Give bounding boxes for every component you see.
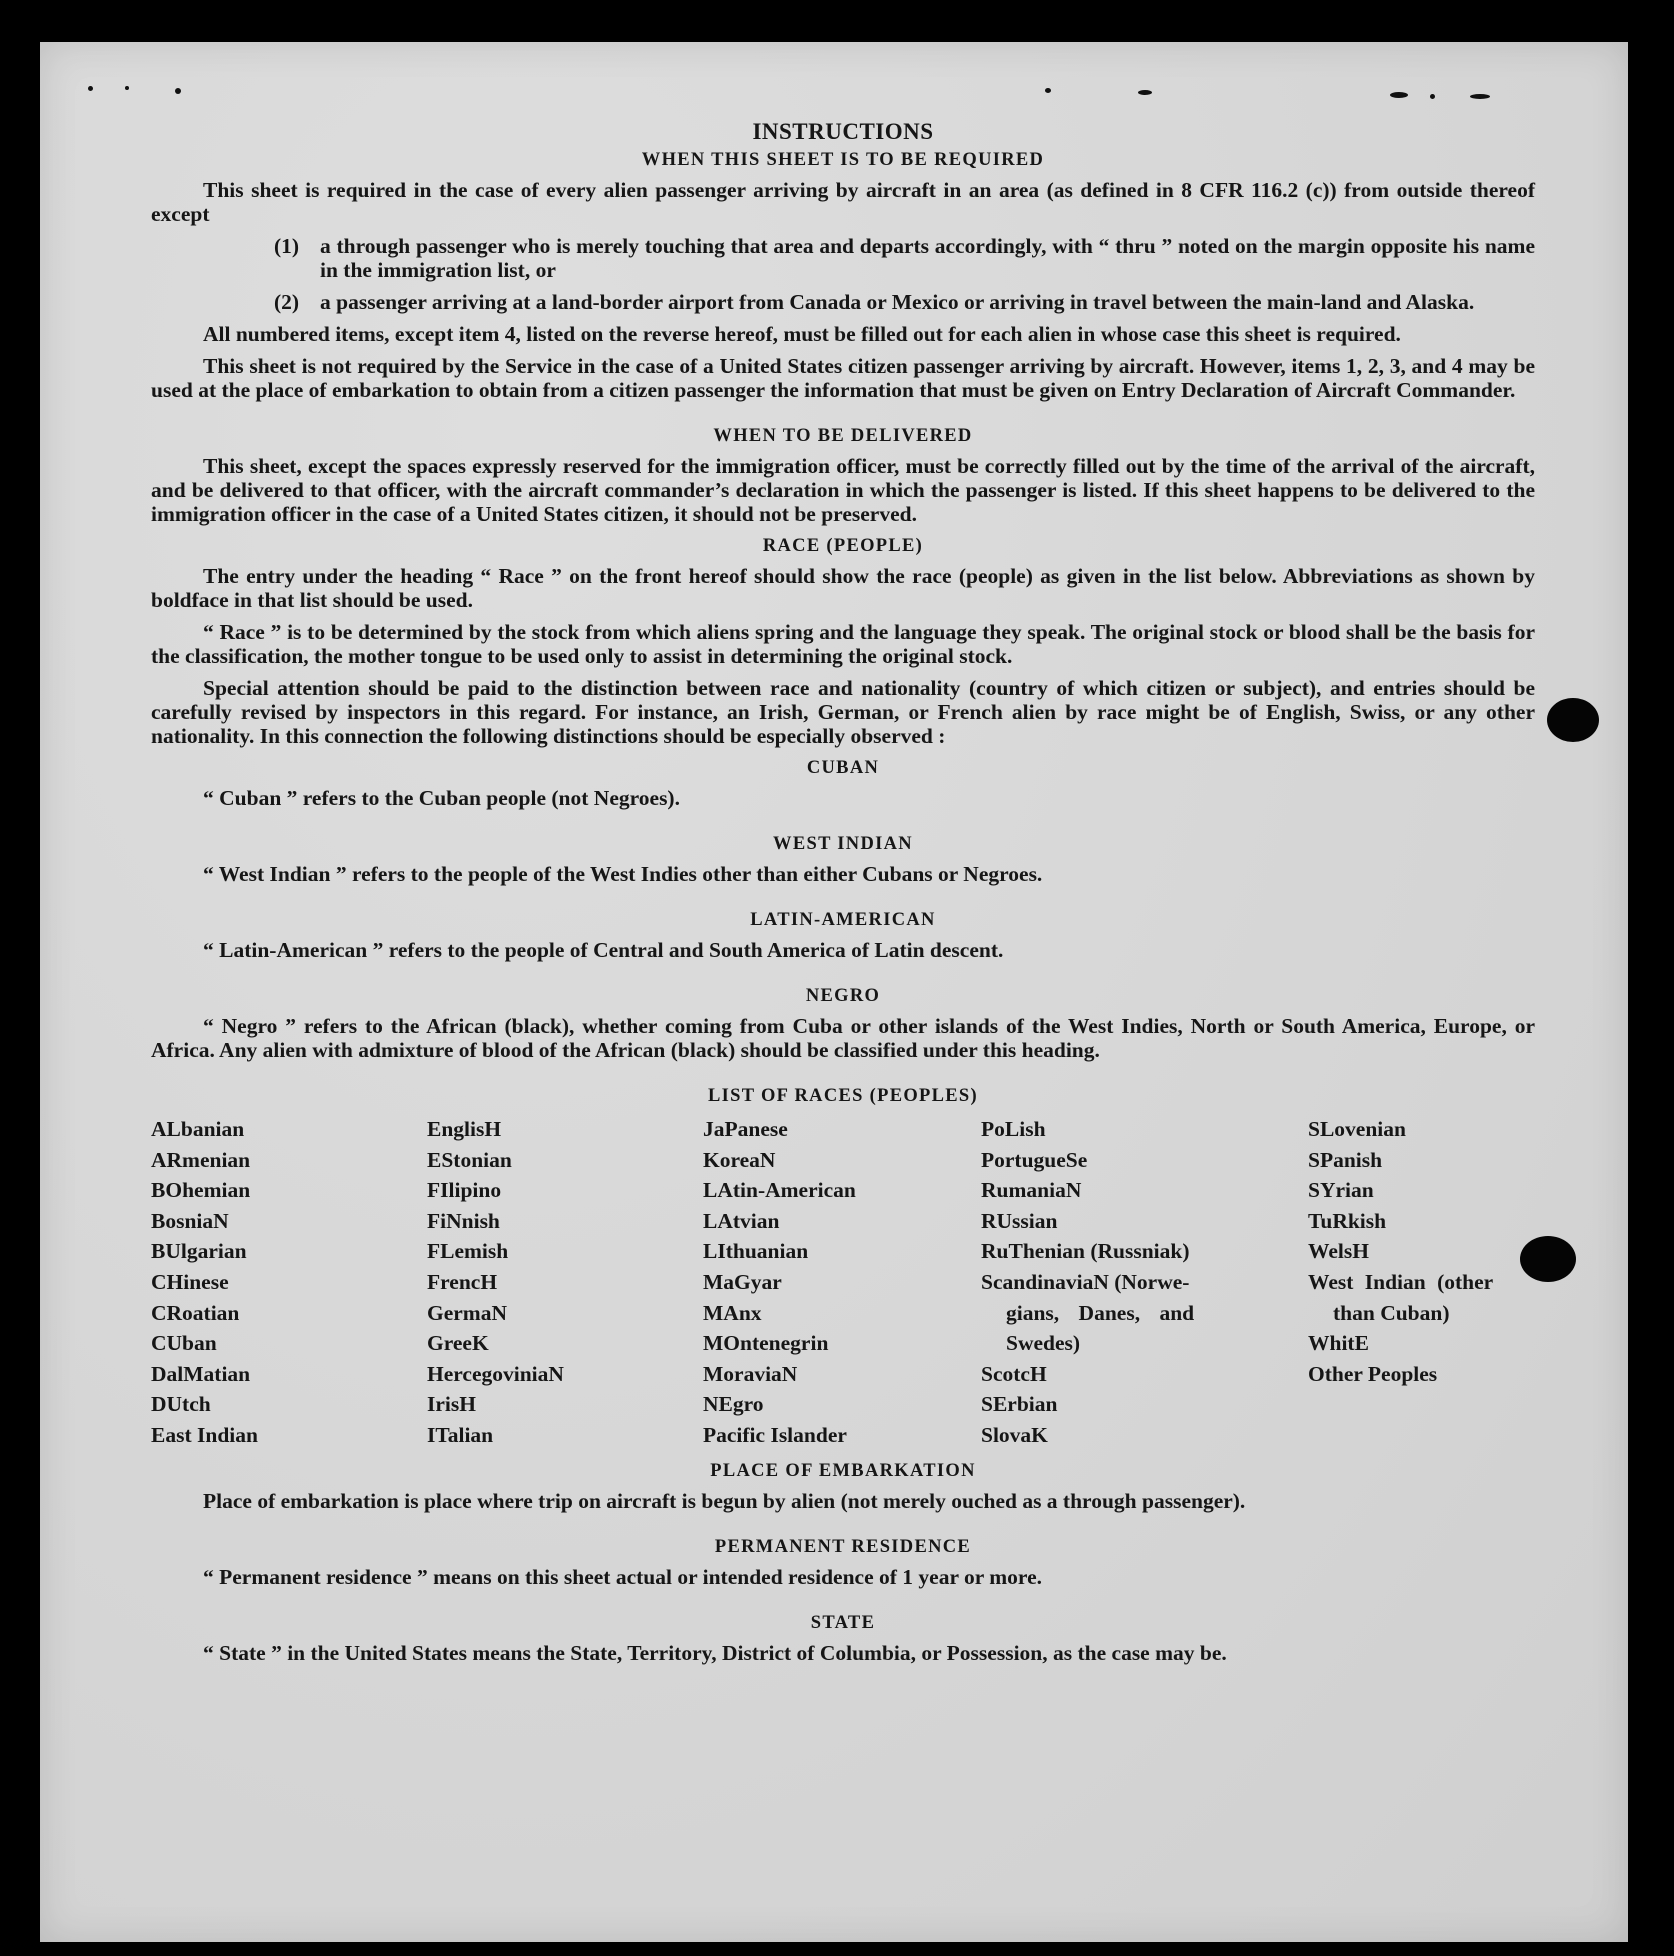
ink-speck xyxy=(1430,94,1435,99)
race-entry: GermaN xyxy=(427,1300,507,1325)
race-entry: ScotcH xyxy=(981,1361,1047,1386)
instructions-content xyxy=(151,120,1535,1665)
race-entry: Pacific Islander xyxy=(703,1422,847,1447)
race-entry: JaPanese xyxy=(703,1117,788,1141)
race-entry: DUtch xyxy=(151,1392,211,1417)
ink-speck xyxy=(88,86,93,91)
race-entry: FiNnish xyxy=(427,1208,500,1233)
heading-when-required: WHEN THIS SHEET IS TO BE REQUIRED xyxy=(641,150,1045,170)
page-title: INSTRUCTIONS xyxy=(752,119,934,144)
heading-latin-american: LATIN-AMERICAN xyxy=(750,910,936,930)
document-sheet xyxy=(40,42,1628,1942)
paragraph: Place of embarkation is place where trip on aircraft is begun by alien (not merely ouched as a through passenger). xyxy=(203,1488,1246,1513)
ink-speck xyxy=(1138,90,1152,95)
race-entry: CHinese xyxy=(151,1269,229,1294)
ink-speck xyxy=(175,88,181,94)
race-entry: EnglisH xyxy=(427,1117,502,1141)
heading-cuban: CUBAN xyxy=(806,758,880,778)
ink-blot xyxy=(1547,698,1599,742)
paragraph: This sheet, except the spaces expressly reserved for the immigration officer, must be correctly filled out by the time of the arrival of the aircraft, and be delivered to that officer, with the aircraft commander’s declaration in which the passenger is listed. If this sheet happens to be delivered to the immigration officer in the case of a United States citizen, it should not be preserved. xyxy=(151,454,1535,526)
paragraph: This sheet is not required by the Service in the case of a United States citizen passenger arriving by aircraft. However, items 1, 2, 3, and 4 may be used at the place of embarkation to obtain from a citizen passenger the information that must be given on Entry Declaration of Aircraft Commander. xyxy=(151,354,1535,402)
races-column xyxy=(427,1114,703,1451)
race-entry: IrisH xyxy=(427,1392,476,1417)
paragraph: “ Permanent residence ” means on this sheet actual or intended residence of 1 year or more. xyxy=(203,1564,1042,1589)
race-entry: KoreaN xyxy=(703,1147,776,1172)
race-entry: SErbian xyxy=(981,1392,1058,1417)
heading-when-delivered: WHEN TO BE DELIVERED xyxy=(713,426,973,446)
race-entry: FIlipino xyxy=(427,1178,502,1203)
race-entry: RumaniaN xyxy=(981,1178,1082,1203)
ink-speck xyxy=(1390,92,1408,98)
race-entry: WhitE xyxy=(1308,1331,1369,1356)
race-entry-continued: gians, Danes, and xyxy=(1006,1300,1195,1325)
race-entry: FrencH xyxy=(427,1269,498,1294)
race-entry: Other Peoples xyxy=(1308,1361,1438,1386)
heading-permanent-residence: PERMANENT RESIDENCE xyxy=(714,1536,972,1557)
item-number: (2) xyxy=(274,290,300,314)
race-entry: RuThenian (Russniak) xyxy=(981,1239,1190,1264)
ink-speck xyxy=(1470,94,1490,99)
race-entry: SlovaK xyxy=(981,1422,1048,1447)
paragraph: Special attention should be paid to the distinction between race and nationality (country of which citizen or subject), and entries should be carefully revised by inspectors in this regard. For instance, an Irish, German, or French alien by race might be of English, Swiss, or any other nationality. In this connection the following distinctions should be especially observed : xyxy=(151,676,1535,748)
paragraph: “ Negro ” refers to the African (black), whether coming from Cuba or other islands of the West Indies, North or South America, Europe, or Africa. Any alien with admixture of blood of the African (black) should be classified under this heading. xyxy=(151,1014,1535,1062)
races-column xyxy=(703,1114,981,1451)
race-entry: NEgro xyxy=(703,1392,764,1417)
heading-state: STATE xyxy=(810,1612,876,1633)
heading-west-indian: WEST INDIAN xyxy=(773,834,913,854)
race-entry: ITalian xyxy=(427,1422,494,1447)
race-entry: LAtvian xyxy=(703,1208,780,1233)
race-entry: East Indian xyxy=(151,1422,258,1447)
list-item xyxy=(274,290,1535,314)
paragraph: The entry under the heading “ Race ” on the front hereof should show the race (people) as given in the list below. Abbreviations as shown by boldface in that list should be used. xyxy=(151,564,1535,612)
paragraph: “ Race ” is to be determined by the stock from which aliens spring and the language they speak. The original stock or blood shall be the basis for the classification, the mother tongue to be used only to assist in determining the original stock. xyxy=(151,620,1535,668)
races-table xyxy=(151,1114,1535,1451)
race-entry: BUlgarian xyxy=(151,1239,247,1264)
race-entry-continued: than Cuban) xyxy=(1333,1300,1450,1325)
paragraph: This sheet is required in the case of every alien passenger arriving by aircraft in an area (as defined in 8 CFR 116.2 (c)) from outside thereof except xyxy=(151,178,1535,226)
race-entry: DalMatian xyxy=(151,1361,251,1386)
race-entry: PortugueSe xyxy=(981,1147,1088,1172)
race-entry: West Indian (other xyxy=(1308,1269,1494,1294)
ink-speck xyxy=(125,86,129,90)
race-entry: FLemish xyxy=(427,1239,509,1264)
race-entry: HercegoviniaN xyxy=(427,1361,564,1386)
race-entry-continued: Swedes) xyxy=(1006,1331,1081,1356)
paragraph: All numbered items, except item 4, listed on the reverse hereof, must be filled out for each alien in whose case this sheet is required. xyxy=(203,322,1401,346)
heading-race: RACE (PEOPLE) xyxy=(762,536,924,556)
item-number: (1) xyxy=(274,234,300,258)
race-entry: LIthuanian xyxy=(703,1239,809,1264)
race-entry: EStonian xyxy=(427,1147,512,1172)
race-entry: GreeK xyxy=(427,1331,489,1356)
race-entry: PoLish xyxy=(981,1117,1046,1141)
race-entry: LAtin-American xyxy=(703,1178,856,1203)
paragraph: “ Latin-American ” refers to the people of Central and South America of Latin descent. xyxy=(203,938,1004,962)
item-text: a through passenger who is merely touching that area and departs accordingly, with “ thru ” noted on the margin opposite his name in the immigration list, or xyxy=(320,234,1535,282)
heading-list-of-races: LIST OF RACES (PEOPLES) xyxy=(708,1086,978,1106)
ink-speck xyxy=(1045,88,1051,93)
race-entry: ALbanian xyxy=(151,1117,245,1141)
list-item xyxy=(274,234,1535,282)
paragraph: “ Cuban ” refers to the Cuban people (not Negroes). xyxy=(203,786,680,810)
races-column xyxy=(1308,1114,1535,1451)
paragraph: “ West Indian ” refers to the people of the West Indies other than either Cubans or Negroes. xyxy=(203,862,1043,886)
race-entry: ARmenian xyxy=(151,1147,251,1172)
race-entry: BosniaN xyxy=(151,1208,229,1233)
item-text: a passenger arriving at a land-border airport from Canada or Mexico or arriving in travel between the main-land and Alaska. xyxy=(320,290,1475,314)
race-entry: MoraviaN xyxy=(703,1361,798,1386)
race-entry: SPanish xyxy=(1308,1147,1383,1172)
race-entry: TuRkish xyxy=(1308,1208,1387,1233)
race-entry: CRoatian xyxy=(151,1300,240,1325)
heading-negro: NEGRO xyxy=(805,986,881,1006)
race-entry: MAnx xyxy=(703,1300,762,1325)
race-entry: WelsH xyxy=(1308,1239,1369,1264)
race-entry: MOntenegrin xyxy=(703,1331,829,1356)
race-entry: CUban xyxy=(151,1331,217,1356)
paragraph: “ State ” in the United States means the State, Territory, District of Columbia, or Possession, as the case may be. xyxy=(203,1640,1227,1665)
race-entry: ScandinaviaN (Norwe- xyxy=(981,1269,1190,1294)
heading-place-of-embarkation: PLACE OF EMBARKATION xyxy=(710,1460,976,1481)
race-entry: SLovenian xyxy=(1308,1117,1406,1141)
race-entry: SYrian xyxy=(1308,1178,1374,1203)
race-entry: MaGyar xyxy=(703,1269,782,1294)
races-column xyxy=(151,1114,427,1451)
race-entry: BOhemian xyxy=(151,1178,251,1203)
races-column xyxy=(981,1114,1308,1451)
race-entry: RUssian xyxy=(981,1208,1058,1233)
